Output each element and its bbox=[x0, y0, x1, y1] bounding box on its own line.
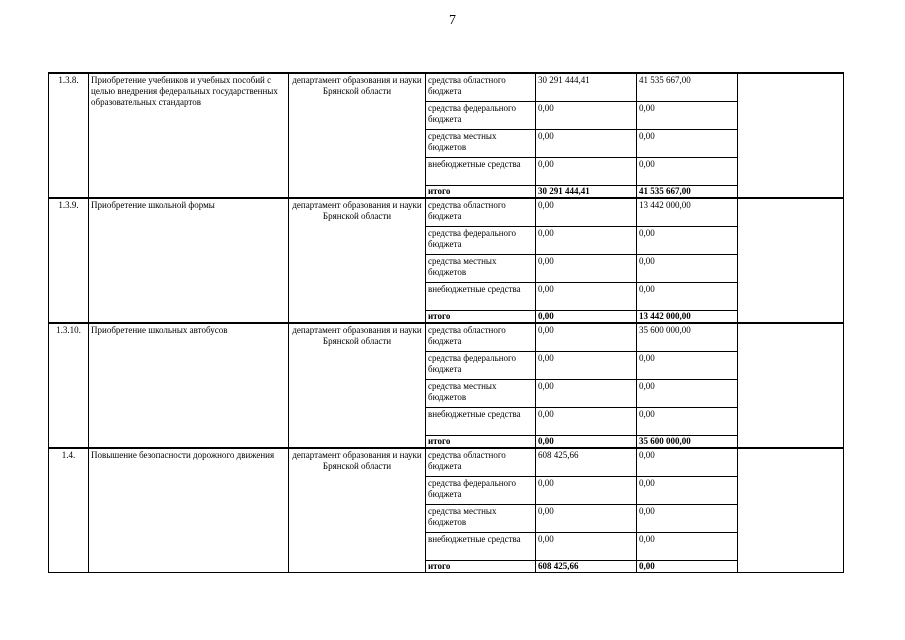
value-cell: 41 535 667,00 bbox=[637, 73, 738, 102]
table-row bbox=[49, 323, 844, 352]
table-row bbox=[49, 198, 844, 227]
item-name: Повышение безопасности дорожного движения bbox=[89, 448, 289, 573]
item-number: 1.4. bbox=[49, 448, 89, 573]
total-value: 608 425,66 bbox=[536, 561, 637, 573]
value-cell: 0,00 bbox=[637, 130, 738, 158]
value-cell: 0,00 bbox=[637, 102, 738, 130]
budget-table bbox=[48, 72, 844, 573]
source-regional: средства областного бюджета bbox=[426, 323, 536, 352]
total-value: 30 291 444,41 bbox=[536, 186, 637, 199]
value-cell: 0,00 bbox=[637, 533, 738, 561]
total-label: итого bbox=[426, 561, 536, 573]
total-value: 0,00 bbox=[536, 311, 637, 324]
value-cell: 0,00 bbox=[637, 477, 738, 505]
item-department: департамент образования и науки Брянской области bbox=[289, 73, 426, 198]
value-cell: 0,00 bbox=[637, 408, 738, 436]
total-label: итого bbox=[426, 311, 536, 324]
value-cell: 0,00 bbox=[637, 352, 738, 380]
source-extra: внебюджетные средства bbox=[426, 408, 536, 436]
source-extra: внебюджетные средства bbox=[426, 158, 536, 186]
source-federal: средства федерального бюджета bbox=[426, 227, 536, 255]
source-regional: средства областного бюджета bbox=[426, 448, 536, 477]
source-federal: средства федерального бюджета bbox=[426, 477, 536, 505]
value-cell: 608 425,66 bbox=[536, 448, 637, 477]
source-regional: средства областного бюджета bbox=[426, 198, 536, 227]
value-cell: 0,00 bbox=[536, 102, 637, 130]
item-department: департамент образования и науки Брянской области bbox=[289, 323, 426, 448]
empty-cell bbox=[738, 323, 844, 448]
total-value: 0,00 bbox=[536, 436, 637, 449]
value-cell: 0,00 bbox=[536, 505, 637, 533]
value-cell: 0,00 bbox=[637, 227, 738, 255]
source-local: средства местных бюджетов bbox=[426, 505, 536, 533]
value-cell: 0,00 bbox=[536, 227, 637, 255]
value-cell: 0,00 bbox=[637, 283, 738, 311]
source-federal: средства федерального бюджета bbox=[426, 352, 536, 380]
source-federal: средства федерального бюджета bbox=[426, 102, 536, 130]
value-cell: 0,00 bbox=[536, 283, 637, 311]
total-value: 0,00 bbox=[637, 561, 738, 573]
value-cell: 13 442 000,00 bbox=[637, 198, 738, 227]
value-cell: 0,00 bbox=[536, 255, 637, 283]
budget-table-body bbox=[49, 73, 844, 573]
value-cell: 0,00 bbox=[536, 533, 637, 561]
value-cell: 0,00 bbox=[536, 198, 637, 227]
value-cell: 0,00 bbox=[637, 158, 738, 186]
value-cell: 30 291 444,41 bbox=[536, 73, 637, 102]
total-value: 35 600 000,00 bbox=[637, 436, 738, 449]
item-name: Приобретение школьных автобусов bbox=[89, 323, 289, 448]
source-local: средства местных бюджетов bbox=[426, 380, 536, 408]
value-cell: 0,00 bbox=[637, 380, 738, 408]
total-label: итого bbox=[426, 436, 536, 449]
item-number: 1.3.8. bbox=[49, 73, 89, 198]
source-extra: внебюджетные средства bbox=[426, 533, 536, 561]
value-cell: 35 600 000,00 bbox=[637, 323, 738, 352]
empty-cell bbox=[738, 73, 844, 198]
value-cell: 0,00 bbox=[536, 477, 637, 505]
value-cell: 0,00 bbox=[637, 448, 738, 477]
value-cell: 0,00 bbox=[536, 352, 637, 380]
value-cell: 0,00 bbox=[536, 408, 637, 436]
item-number: 1.3.10. bbox=[49, 323, 89, 448]
table-row bbox=[49, 448, 844, 477]
total-value: 13 442 000,00 bbox=[637, 311, 738, 324]
total-label: итого bbox=[426, 186, 536, 199]
page-number: 7 bbox=[449, 13, 456, 28]
value-cell: 0,00 bbox=[536, 158, 637, 186]
item-department: департамент образования и науки Брянской области bbox=[289, 198, 426, 323]
item-name: Приобретение учебников и учебных пособий с целью внедрения федеральных государственных образовательных стандартов bbox=[89, 73, 289, 198]
source-local: средства местных бюджетов bbox=[426, 130, 536, 158]
source-local: средства местных бюджетов bbox=[426, 255, 536, 283]
table-row bbox=[49, 73, 844, 102]
value-cell: 0,00 bbox=[637, 255, 738, 283]
empty-cell bbox=[738, 198, 844, 323]
item-name: Приобретение школьной формы bbox=[89, 198, 289, 323]
value-cell: 0,00 bbox=[637, 505, 738, 533]
empty-cell bbox=[738, 448, 844, 573]
total-value: 41 535 667,00 bbox=[637, 186, 738, 199]
item-department: департамент образования и науки Брянской области bbox=[289, 448, 426, 573]
source-regional: средства областного бюджета bbox=[426, 73, 536, 102]
value-cell: 0,00 bbox=[536, 130, 637, 158]
source-extra: внебюджетные средства bbox=[426, 283, 536, 311]
value-cell: 0,00 bbox=[536, 323, 637, 352]
item-number: 1.3.9. bbox=[49, 198, 89, 323]
value-cell: 0,00 bbox=[536, 380, 637, 408]
